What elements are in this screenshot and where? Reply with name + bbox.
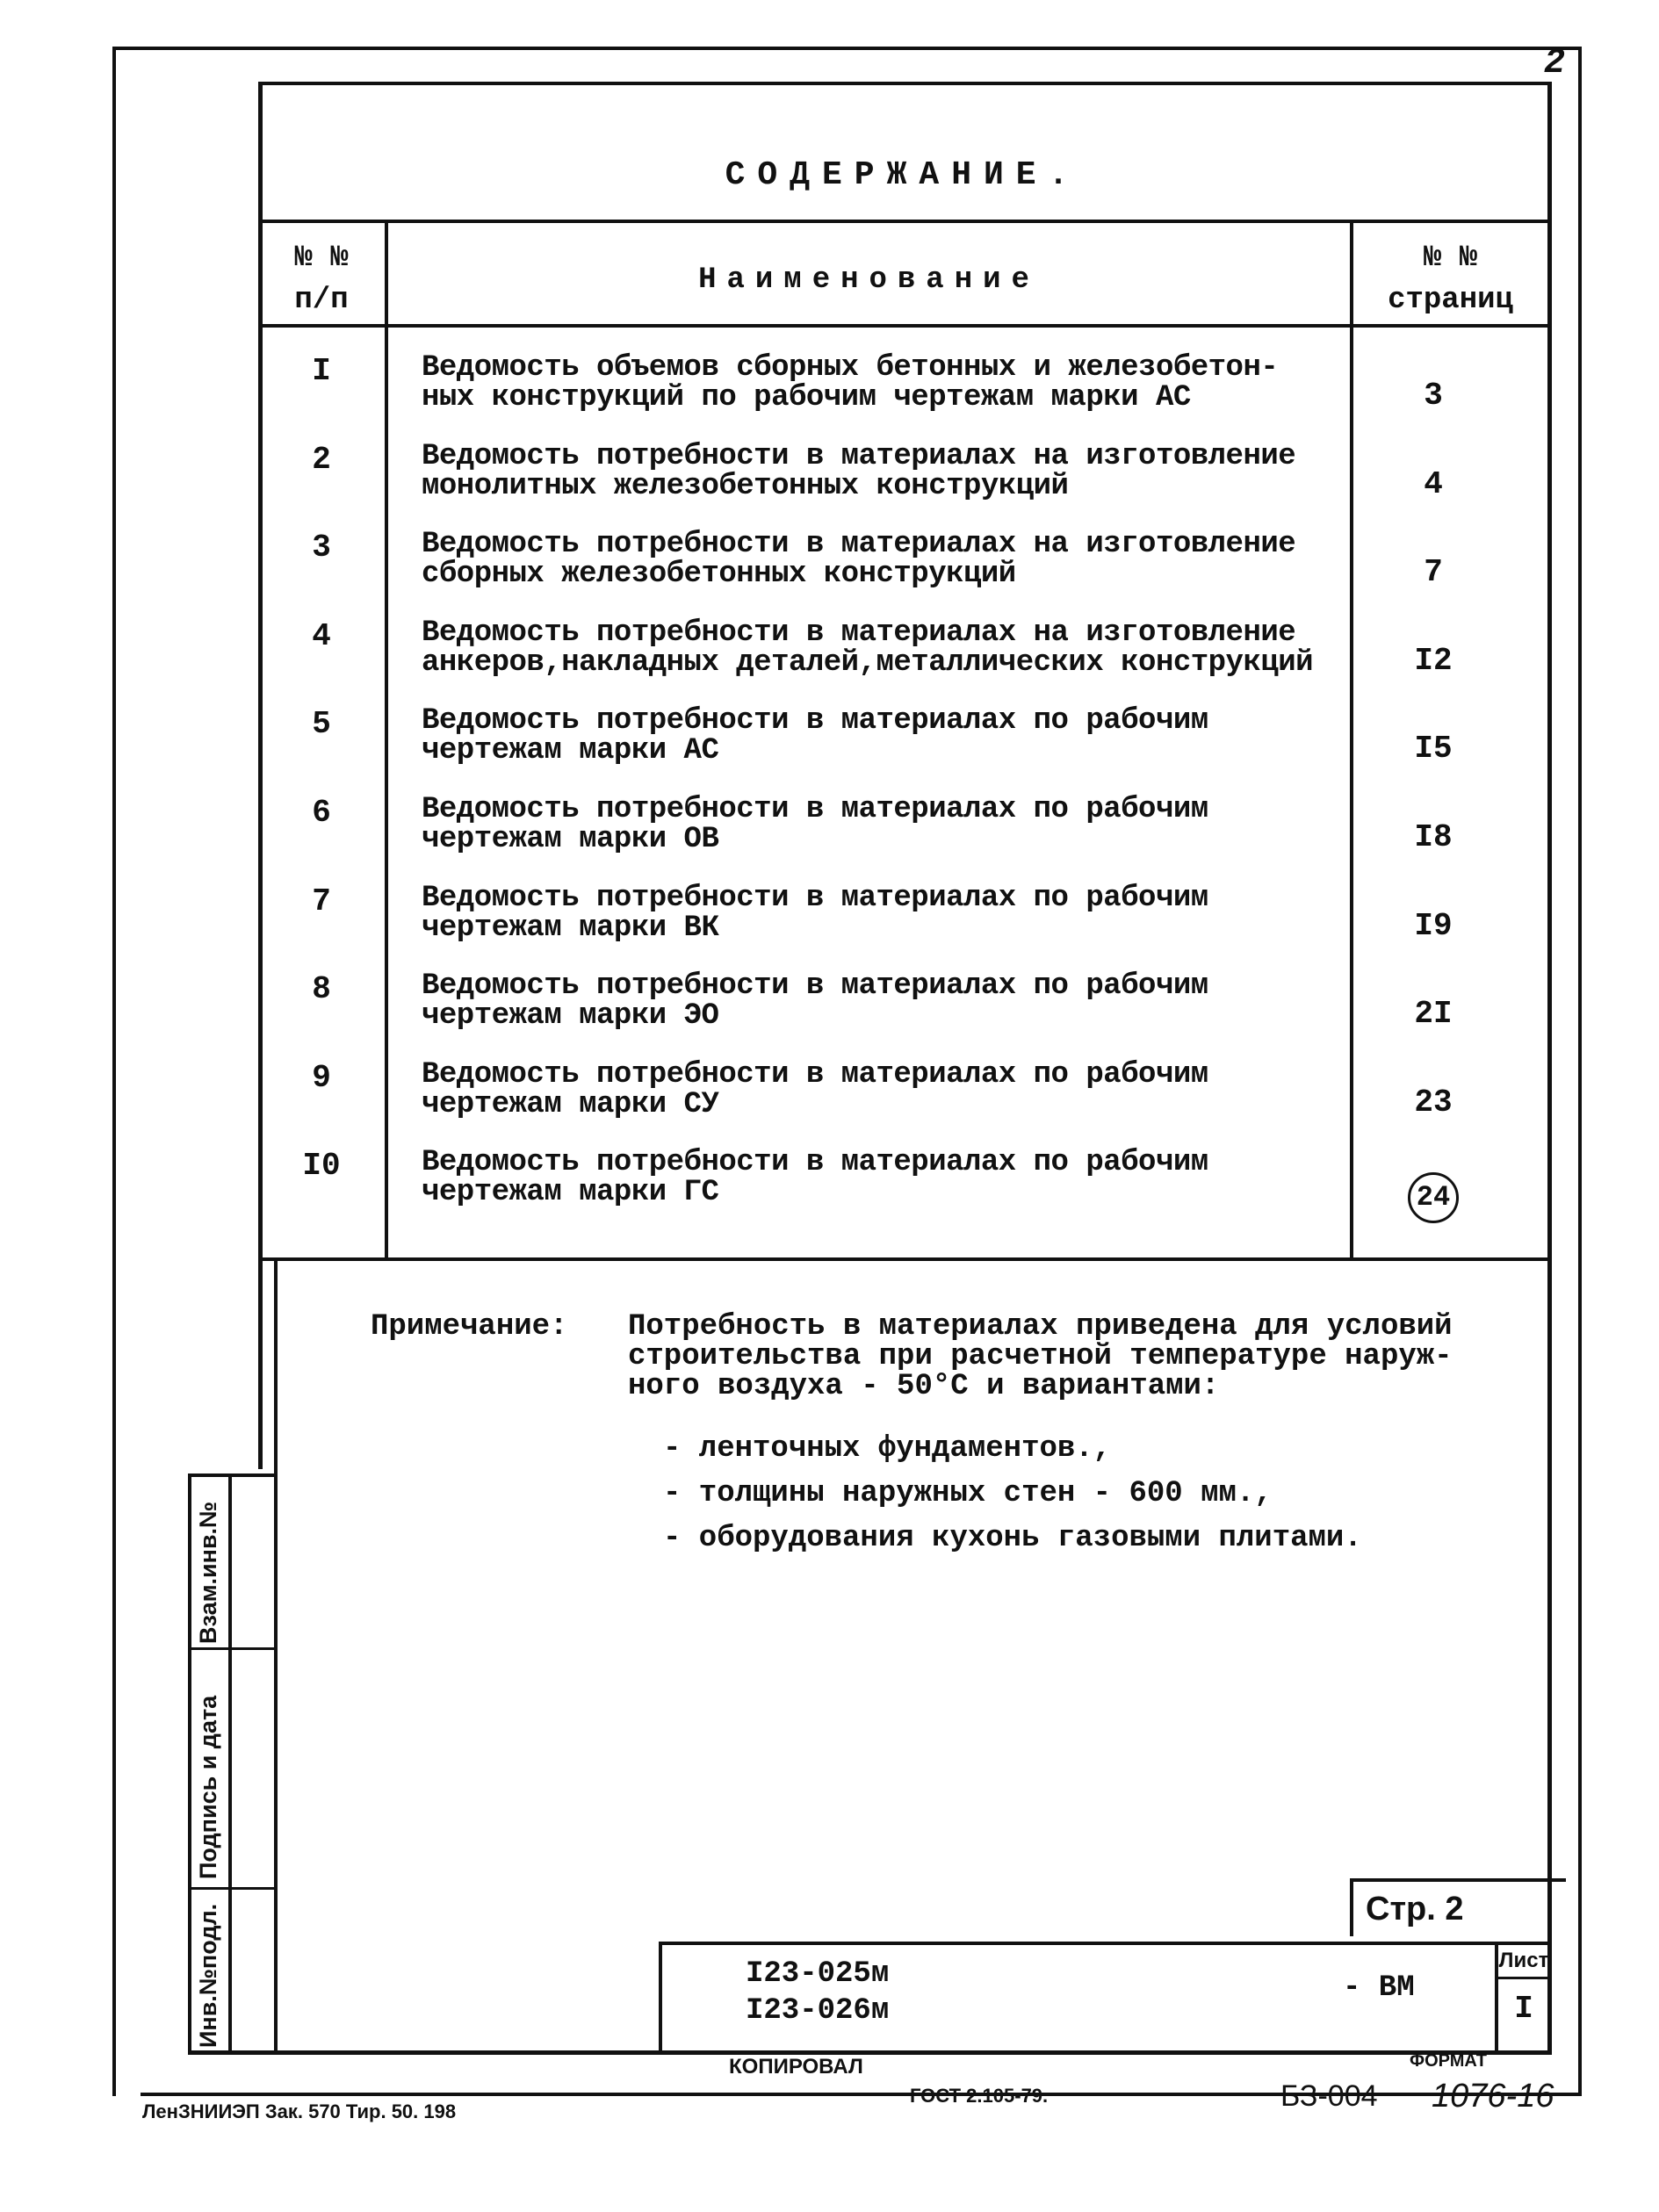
- row-name: [422, 706, 1208, 766]
- table-header-line: [258, 324, 1547, 328]
- row-number: 5: [312, 706, 331, 743]
- outer-frame-right: [1578, 47, 1582, 2096]
- side-stamp-top: [188, 1473, 276, 1477]
- row-page-value: I5: [1414, 731, 1453, 767]
- row-name-line: анкеров,накладных деталей,металлических конструкций: [422, 645, 1314, 680]
- row-page-value: 4: [1424, 465, 1443, 502]
- sheet-header-divider: [1495, 1977, 1549, 1979]
- row-page-value: 7: [1424, 554, 1443, 591]
- corner-sheet-mark: 2: [1544, 44, 1566, 83]
- note-bullets: [663, 1427, 1362, 1561]
- row-name-line: Ведомость потребности в материалах по рабочим: [422, 793, 1208, 826]
- header-number-line2: п/п: [294, 284, 349, 317]
- header-name: Наименование: [698, 263, 1040, 297]
- row-page-value: 3: [1424, 378, 1443, 414]
- document-code: I23-026м: [746, 1994, 890, 2028]
- row-name-line: чертежам марки ОВ: [422, 823, 719, 856]
- gost-label: ГОСТ 2.105-79.: [910, 2085, 1049, 2107]
- format-code: БЗ-004: [1280, 2079, 1378, 2113]
- row-name: [422, 969, 1208, 1034]
- row-name-line: чертежам марки АС: [422, 734, 719, 768]
- row-name: [422, 1146, 1208, 1210]
- table-row: [258, 1148, 1547, 1236]
- inner-frame-left-lower: [274, 1259, 278, 2054]
- row-page: [1350, 1084, 1517, 1120]
- format-label: ФОРМАТ: [1410, 2051, 1488, 2071]
- note-line: ного воздуха - 50°С и вариантами:: [628, 1370, 1220, 1403]
- row-page-value: 24: [1408, 1172, 1459, 1223]
- row-number: I: [312, 353, 331, 389]
- side-stamp-left: [188, 1473, 191, 2054]
- row-name-line: Ведомость потребности в материалах по рабочим: [422, 969, 1208, 1004]
- outer-frame-left: [112, 47, 116, 2096]
- row-name-line: чертежам марки ВК: [422, 911, 719, 945]
- row-name: [422, 883, 1208, 943]
- row-name: [422, 1057, 1208, 1121]
- row-page-value: I2: [1414, 642, 1453, 679]
- row-number: 3: [312, 530, 331, 566]
- inner-frame-top: [258, 82, 1547, 85]
- sheet-label: Лист: [1498, 1949, 1549, 1972]
- table-top-line: [258, 220, 1547, 223]
- header-pages: [1353, 237, 1547, 321]
- row-number: 2: [312, 441, 331, 478]
- header-number-line1: № №: [294, 241, 349, 275]
- title-block: [659, 1942, 1549, 2054]
- row-name-line: чертежам марки ЭО: [422, 999, 719, 1034]
- row-page-value: 23: [1414, 1084, 1453, 1120]
- row-page: [1350, 731, 1517, 767]
- row-name-line: монолитных железобетонных конструкций: [422, 469, 1069, 503]
- note-bullet: - оборудования кухонь газовыми плитами.: [663, 1522, 1362, 1555]
- row-page: [1350, 996, 1517, 1032]
- document-code: I23-025м: [746, 1957, 890, 1991]
- row-name-line: Ведомость потребности в материалах на изготовление: [422, 439, 1296, 473]
- row-number: 6: [312, 795, 331, 831]
- row-name: [422, 618, 1313, 678]
- row-page-value: I8: [1414, 819, 1453, 855]
- table-row: [258, 618, 1547, 706]
- side-stamp-signature-date: Подпись и дата: [195, 1695, 221, 1879]
- row-name-line: чертежам марки ГС: [422, 1176, 719, 1210]
- table-row: [258, 795, 1547, 883]
- row-number: 4: [312, 617, 331, 654]
- table-row: [258, 883, 1547, 971]
- row-name-line: Ведомость потребности в материалах на изготовление: [422, 528, 1296, 562]
- note-line: Потребность в материалах приведена для условий: [628, 1310, 1453, 1344]
- row-page-value: I9: [1414, 907, 1453, 944]
- row-name-line: Ведомость потребности в материалах по рабочим: [422, 1146, 1208, 1180]
- note-line: строительства при расчетной температуре наруж-: [628, 1340, 1453, 1373]
- note-bullet: - ленточных фундаментов.,: [663, 1432, 1112, 1466]
- table-row: [258, 1057, 1547, 1148]
- row-name-line: чертежам марки СУ: [422, 1087, 719, 1121]
- side-stamp-inv-no: Инв.№подл.: [195, 1903, 221, 2048]
- side-stamp-mid: [228, 1473, 232, 2054]
- row-page: [1350, 819, 1517, 855]
- side-stamp-div-2: [188, 1887, 276, 1890]
- inner-frame-right: [1547, 82, 1552, 2052]
- side-stamp-replaced-inv: Взам.инв.№: [195, 1501, 221, 1644]
- sheet-value: I: [1514, 1991, 1533, 2027]
- row-name-line: сборных железобетонных конструкций: [422, 558, 1016, 592]
- row-name: [422, 795, 1208, 854]
- row-page: [1350, 378, 1517, 414]
- side-stamp-div-1: [188, 1647, 276, 1650]
- row-number: 8: [312, 971, 331, 1008]
- row-name-line: Ведомость потребности в материалах на изготовление: [422, 616, 1296, 650]
- row-name: [422, 439, 1296, 503]
- handwritten-number: 1076-16: [1432, 2078, 1554, 2115]
- row-page-value: 2I: [1414, 996, 1453, 1033]
- row-page: [1350, 643, 1517, 679]
- outer-frame-top: [112, 47, 1580, 50]
- document-mark: - ВМ: [1343, 1971, 1415, 2005]
- table-row: [258, 530, 1547, 617]
- row-name: [422, 528, 1296, 592]
- table-row: [258, 439, 1547, 530]
- row-number: 9: [312, 1059, 331, 1096]
- row-name-line: Ведомость потребности в материалах по рабочим: [422, 1057, 1208, 1092]
- copied-label: КОПИРОВАЛ: [729, 2055, 863, 2079]
- row-number: 7: [312, 883, 331, 919]
- header-number: [258, 237, 385, 321]
- header-pages-line2: страниц: [1388, 284, 1513, 317]
- printer-info: ЛенЗНИИЭП Зак. 570 Тир. 50. 198: [142, 2100, 457, 2122]
- table-row: [258, 353, 1547, 441]
- note-label: Примечание:: [371, 1310, 568, 1344]
- page-box: [1350, 1878, 1566, 1936]
- row-page: [1350, 1172, 1517, 1223]
- row-name-line: Ведомость потребности в материалах по рабочим: [422, 881, 1208, 915]
- header-pages-line1: № №: [1423, 241, 1478, 275]
- table-row: [258, 706, 1547, 794]
- row-name: [422, 353, 1278, 413]
- table-row: [258, 971, 1547, 1059]
- row-name-line: Ведомость объемов сборных бетонных и железобетон-: [422, 351, 1279, 385]
- row-page: [1350, 554, 1517, 590]
- page-title: СОДЕРЖАНИЕ.: [725, 156, 1081, 194]
- row-name-line: Ведомость потребности в материалах по рабочим: [422, 704, 1208, 739]
- note-text: [628, 1312, 1453, 1401]
- document-codes: [746, 1956, 889, 2029]
- row-page: [1350, 908, 1517, 944]
- row-page: [1350, 466, 1517, 502]
- table-bottom-line: [258, 1257, 1549, 1261]
- row-name-line: ных конструкций по рабочим чертежам марки АС: [422, 381, 1191, 414]
- note-bullet: - толщины наружных стен - 600 мм.,: [663, 1477, 1273, 1510]
- page-label: Стр. 2: [1366, 1891, 1464, 1927]
- row-number: I0: [302, 1148, 341, 1185]
